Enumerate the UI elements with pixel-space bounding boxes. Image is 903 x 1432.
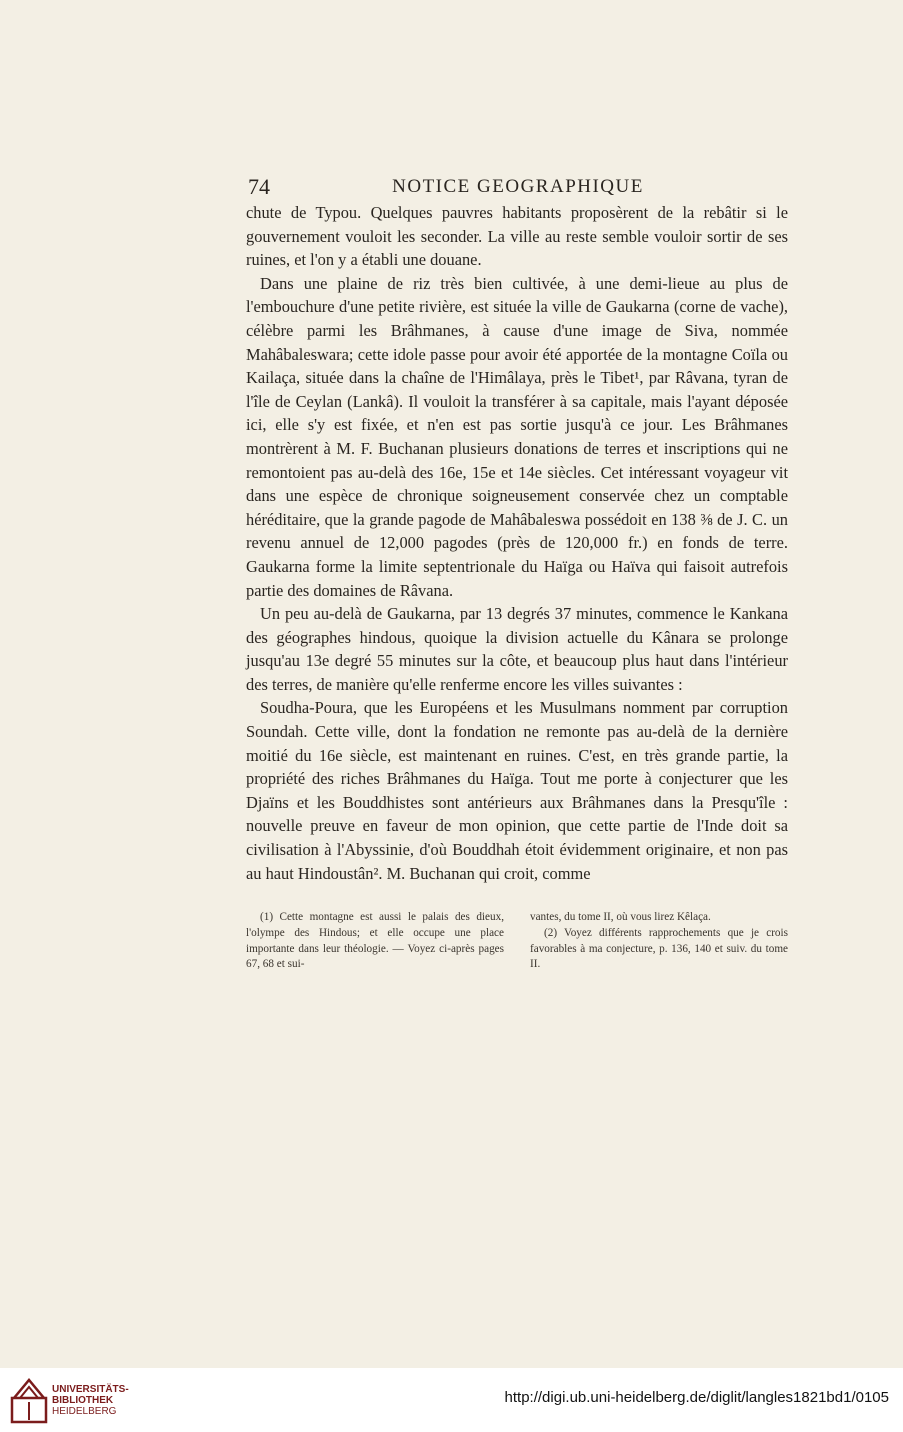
footnote-1: (1) Cette montagne est aussi le palais des dieux, l'olympe des Hindous; et elle occupe une place importante dans leur théologie. — Voyez ci-après pages 67, 68 et sui- [246, 911, 504, 971]
paragraph-3: Un peu au-delà de Gaukarna, par 13 degrés 37 minutes, commence le Kankana des géographes hindous, quoique la division actuelle du Kânara se prolonge jusqu'au 13e degré 55 minutes sur la côte, et beaucoup plus haut dans l'intérieur des terres, de manière qu'elle renferme encore les villes suivantes : [246, 604, 788, 694]
paragraph-1: chute de Typou. Quelques pauvres habitants proposèrent de la rebâtir si le gouvernement vouloit les seconder. La ville au reste semble vouloir sortir de ses ruines, et l'on y a établi une douane. [246, 203, 788, 270]
footnote-2: (2) Voyez différents rapprochements que je crois favorables à ma conjecture, p. 136, 140 et suiv. du tome II. [530, 926, 788, 971]
footnote-column-left [246, 910, 504, 990]
library-logo-icon [10, 1376, 48, 1424]
body-text [246, 201, 788, 885]
footnote-1-continuation: vantes, du tome II, où vous lirez Kêlaça. [530, 911, 711, 923]
running-title: NOTICE GEOGRAPHIQUE [392, 176, 644, 197]
source-url-link[interactable]: http://digi.ub.uni-heidelberg.de/diglit/langles1821bd1/0105 [504, 1389, 889, 1406]
page-number: 74 [248, 174, 270, 199]
footnote-column-right [530, 910, 788, 990]
footer-bar [0, 1368, 903, 1432]
logo-line-3: HEIDELBERG [52, 1406, 117, 1417]
paragraph-2: Dans une plaine de riz très bien cultivée, à une demi-lieue au plus de l'embouchure d'une petite rivière, est située la ville de Gaukarna (corne de vache), célèbre parmi les Brâhmanes, à cause d'une image de Siva, nommée Mahâbaleswara; cette idole passe pour avoir été apportée de la montagne Coïla ou Kailaça, située dans la chaîne de l'Himâlaya, près le Tibet¹, par Râvana, tyran de l'île de Ceylan (Lankâ). Il vouloit la transférer à sa capitale, mais l'ayant déposée ici, elle s'y est fixée, et n'en est pas sortie jusqu'à ce jour. Les Brâhmanes montrèrent à M. F. Buchanan plusieurs donations de terres et inscriptions qui ne remontoient pas au-delà des 16e, 15e et 14e siècles. Cet intéressant voyageur vit dans une espèce de chronique soigneusement conservée chez un comptable héréditaire, que la grande pagode de Mahâbaleswa possédoit en 138 ⅜ de J. C. un revenu annuel de 12,000 pagodes (près de 120,000 fr.) en fonds de terre. Gaukarna forme la limite septentrionale du Haïga ou Haïva qui faisoit autrefois partie des domaines de Râvana. [246, 273, 788, 600]
page-header [248, 174, 788, 204]
logo-line-1: UNIVERSITÄTS- [52, 1384, 129, 1395]
paragraph-4: Soudha-Poura, que les Européens et les Musulmans nomment par corruption Soundah. Cette ville, dont la fondation ne remonte pas au-delà de la dernière moitié du 16e siècle, est maintenant en ruines. C'est, en très grande partie, la propriété des riches Brâhmanes du Haïga. Tout me porte à conjecturer que les Djaïns et les Bouddhistes sont antérieurs aux Brâhmanes dans la Presqu'île : nouvelle preuve en faveur de mon opinion, que cette partie de l'Inde doit sa civilisation à l'Abyssinie, d'où Bouddhah étoit évidemment originaire, et non pas au haut Hindoustân². M. Buchanan qui croit, comme [246, 698, 788, 883]
library-logo-text [52, 1384, 129, 1417]
footnotes [246, 910, 788, 990]
logo-line-2: BIBLIOTHEK [52, 1395, 114, 1406]
